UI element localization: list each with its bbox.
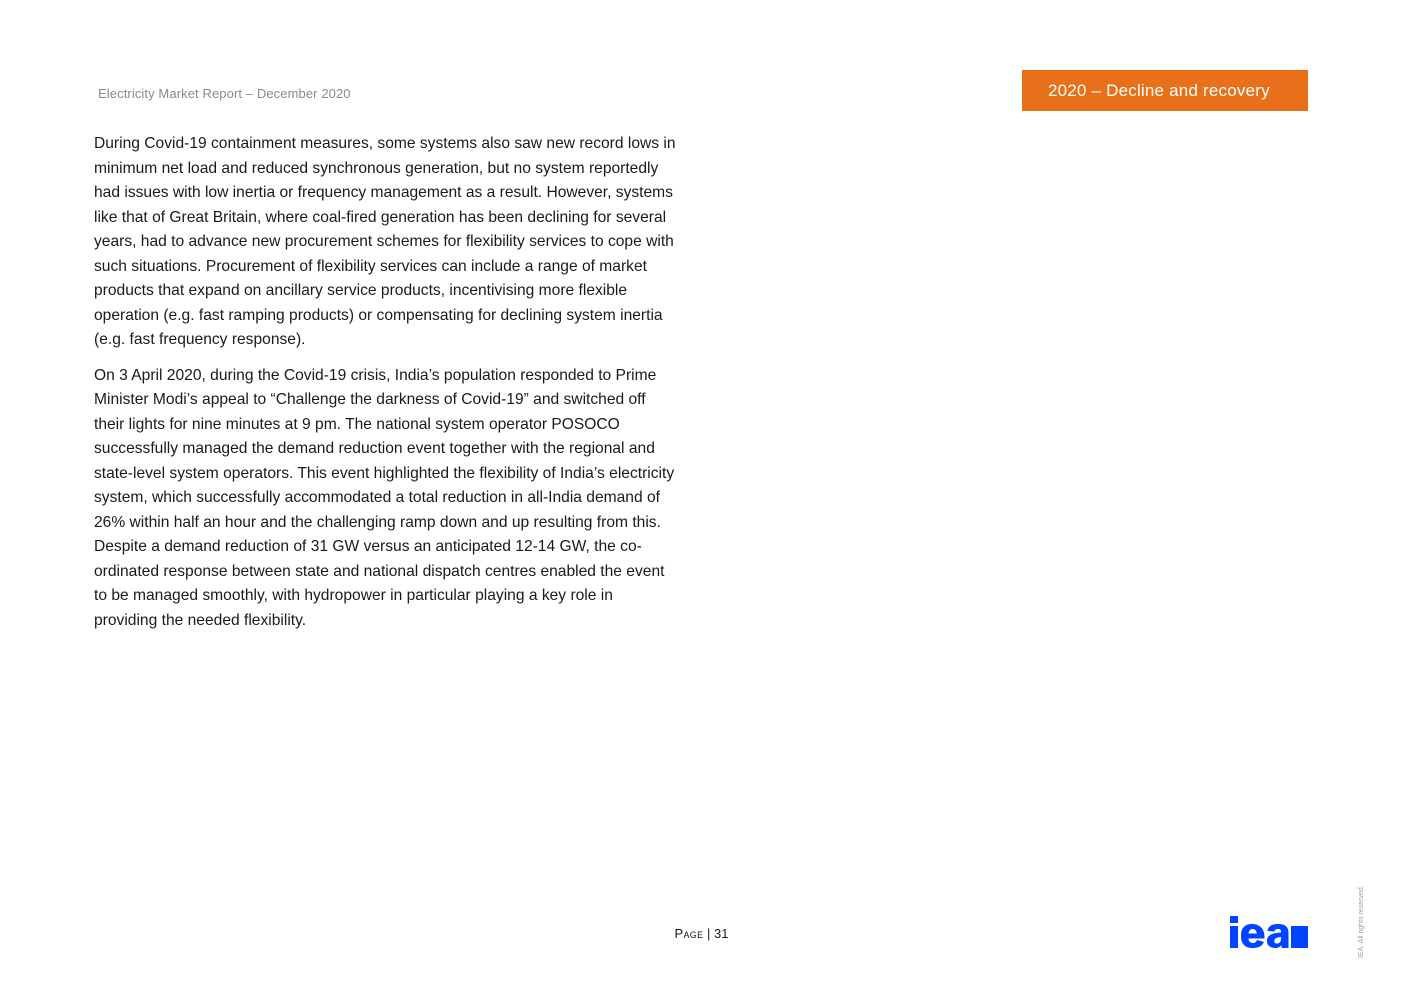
- page-label: Page: [674, 926, 704, 941]
- paragraph: During Covid-19 containment measures, some systems also saw new record lows in minimum net load and reduced synchronous generation, but no system reportedly had issues with low inertia or frequency management as a result. However, systems like that of Great Britain, where coal-fired generation has been declining for several years, had to advance new procurement schemes for flexibility services to cope with such situations. Procurement of flexibility services can include a range of market products that expand on ancillary service products, incentivising more flexible operation (e.g. fast ramping products) or compensating for declining system inertia (e.g. fast frequency response).: [94, 135, 676, 348]
- report-title: Electricity Market Report – December 2020: [98, 86, 351, 101]
- main-content: [94, 132, 679, 644]
- section-title-tab: 2020 – Decline and recovery: [1022, 70, 1308, 111]
- page-number: 31: [714, 926, 729, 941]
- iea-logo: [1230, 914, 1308, 950]
- paragraph: On 3 April 2020, during the Covid-19 crisis, India’s population responded to Prime Minister Modi’s appeal to “Challenge the darkness of Covid-19” and switched off their lights for nine minutes at 9 pm. The national system operator POSOCO successfully managed the demand reduction event together with the regional and state-level system operators. This event highlighted the flexibility of India’s electricity system, which successfully accommodated a total reduction in all-India demand of 26% within half an hour and the challenging ramp down and up resulting from this. Despite a demand reduction of 31 GW versus an anticipated 12-14 GW, the co- ordinated response between state and national dispatch centres enabled the event to be managed smoothly, with hydropower in particular playing a key role in providing the needed flexibility.: [94, 366, 675, 629]
- page-separator: |: [703, 926, 715, 941]
- rights-notice: [1354, 868, 1370, 960]
- rights-text: IEA. All rights reserved.: [1358, 885, 1365, 958]
- page-number-footer: [0, 926, 1403, 941]
